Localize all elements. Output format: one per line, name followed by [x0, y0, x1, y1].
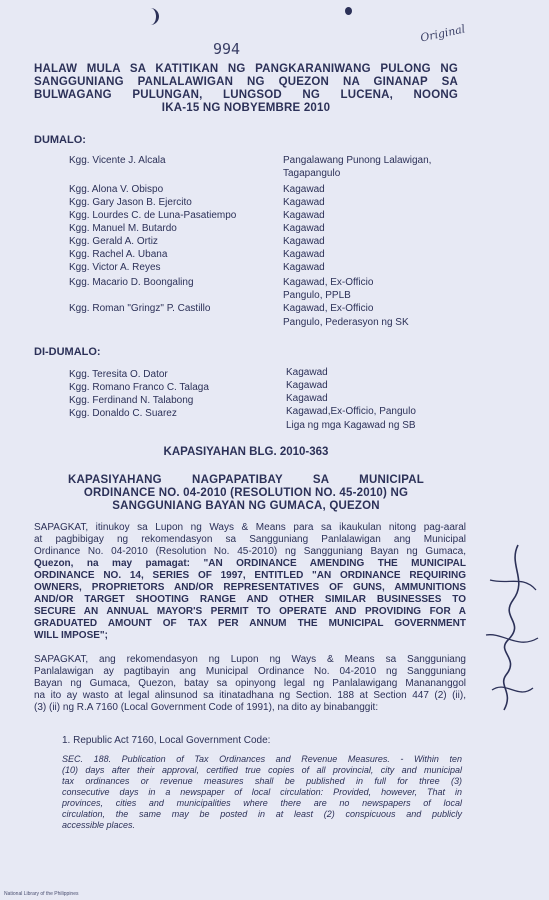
paragraph-line: Bayan ng Gumaca, Quezon, batay sa opinyong legal ng Panlalawigang Manananggol — [34, 678, 466, 689]
quote-line: tax ordinances or revenue measures shall be published in full for three (3) — [62, 776, 462, 786]
scan-mark — [147, 8, 159, 25]
member-position: Kagawad — [286, 367, 328, 378]
member-name: Kgg. Teresita O. Dator — [69, 369, 168, 380]
paragraph-line: SECURE AN ANNUAL MAYOR'S PERMIT TO OPERATE AND PROVIDING FOR A — [34, 606, 466, 617]
header-title-line: SANGGUNIANG PANLALAWIGAN NG QUEZON NA GINANAP SA — [34, 76, 458, 88]
header-title-line: HALAW MULA SA KATITIKAN NG PANGKARANIWANG PULONG NG — [34, 63, 458, 75]
header-title-line: IKA-15 NG NOBYEMBRE 2010 — [161, 102, 331, 114]
member-position: Kagawad — [283, 236, 325, 247]
paragraph-line: SAPAGKAT, ang rekomendasyon ng Lupon ng Ways & Means sa Sangguniang — [34, 654, 466, 665]
member-name: Kgg. Victor A. Reyes — [69, 262, 161, 273]
resolution-title-line: SANGGUNIANG BAYAN NG GUMACA, QUEZON — [112, 500, 380, 512]
member-position-cont: Pangulo, Pederasyon ng SK — [283, 317, 409, 328]
quote-line: (10) days after their approval, certified true copies of all provincial, city and municipal — [62, 765, 462, 775]
resolution-title-line: KAPASIYAHANG NAGPAPATIBAY SA MUNICIPAL — [68, 474, 424, 486]
member-name: Kgg. Lourdes C. de Luna-Pasatiempo — [69, 210, 237, 221]
paragraph-line: Panlalawigan ay pagtibayin ang Municipal Ordinance No. 04-2010 ng Sangguniang — [34, 666, 466, 677]
footer-note: National Library of the Philippines — [4, 891, 79, 897]
paragraph-line: GRADUATED AMOUNT OF TAX PER ANNUM THE MUNICIPAL GOVERNMENT — [34, 618, 466, 629]
quote-line: SEC. 188. Publication of Tax Ordinances and Revenue Measures. - Within ten — [62, 754, 462, 764]
paragraph-line: (3) (ii) ng R.A 7160 (Local Government Code of 1991), na dito ay binabanggit: — [34, 702, 379, 713]
member-name: Kgg. Alona V. Obispo — [69, 184, 164, 195]
member-name: Kgg. Manuel M. Butardo — [69, 223, 177, 234]
paragraph-line: AND/OR TARGET SHOOTING RANGE AND OTHER SIMILAR BUSINESSES TO — [34, 594, 466, 605]
absent-heading: DI-DUMALO: — [34, 346, 101, 358]
handwritten-signature — [478, 540, 546, 720]
paragraph-line: Quezon, na may pamagat: "AN ORDINANCE AMENDING THE MUNICIPAL — [34, 558, 466, 569]
member-name: Kgg. Rachel A. Ubana — [69, 249, 168, 260]
paragraph-line: na ito ay wasto at legal alinsunod sa itinatadhana ng Section. 188 at Section 447 (2) (ii), — [34, 690, 466, 701]
quote-line: circulation, the same may be posted in at least (2) conspicuous and publicly — [62, 809, 462, 819]
member-position: Kagawad — [283, 197, 325, 208]
member-position-cont: Pangulo, PPLB — [283, 290, 351, 301]
member-position: Kagawad,Ex-Officio, Pangulo — [286, 406, 416, 417]
member-name: Kgg. Roman "Gringz" P. Castillo — [69, 303, 211, 314]
scan-mark — [345, 7, 352, 15]
member-position: Kagawad — [283, 210, 325, 221]
member-name: Kgg. Gary Jason B. Ejercito — [69, 197, 192, 208]
member-name: Kgg. Ferdinand N. Talabong — [69, 395, 194, 406]
paragraph-line: Ordinance No. 04-2010 (Resolution No. 45-2010) ng Sangguniang Bayan ng Gumaca, — [34, 546, 466, 557]
present-heading: DUMALO: — [34, 134, 86, 146]
paragraph-line: WILL IMPOSE"; — [34, 630, 108, 641]
margin-note: Original — [419, 22, 467, 45]
member-name: Kgg. Gerald A. Ortiz — [69, 236, 158, 247]
paragraph-line: SAPAGKAT, itinukoy sa Lupon ng Ways & Means para sa ikaukulan nitong pag-aaral — [34, 522, 466, 533]
citation-heading: 1. Republic Act 7160, Local Government Code: — [62, 735, 271, 746]
member-position-cont: Tagapangulo — [283, 168, 341, 179]
member-name: Kgg. Donaldo C. Suarez — [69, 408, 177, 419]
member-position: Kagawad — [283, 249, 325, 260]
member-position: Kagawad — [286, 393, 328, 404]
member-position-cont: Liga ng mga Kagawad ng SB — [286, 420, 416, 431]
quote-line: consecutive days in a newspaper of local circulation: Provided, however, That in — [62, 787, 462, 797]
member-name: Kgg. Vicente J. Alcala — [69, 155, 166, 166]
member-name: Kgg. Romano Franco C. Talaga — [69, 382, 209, 393]
paragraph-line: at pagbibigay ng rekomendasyon sa Sangguniang Panlalawigan ang Municipal — [34, 534, 466, 545]
page-number: 994 — [213, 40, 241, 58]
resolution-number: KAPASIYAHAN BLG. 2010-363 — [163, 446, 329, 458]
member-position: Kagawad — [283, 262, 325, 273]
member-position: Kagawad, Ex-Officio — [283, 303, 374, 314]
member-position: Pangalawang Punong Lalawigan, — [283, 155, 432, 166]
paragraph-line: OWNERS, PROPRIETORS AND/OR REPRESENTATIVES OF GUNS, AMMUNITIONS — [34, 582, 466, 593]
member-name: Kgg. Macario D. Boongaling — [69, 277, 194, 288]
header-title-line: BULWAGANG PULUNGAN, LUNGSOD NG LUCENA, NOONG — [34, 89, 458, 101]
member-position: Kagawad, Ex-Officio — [283, 277, 374, 288]
quote-line: accessible places. — [62, 820, 136, 830]
resolution-title-line: ORDINANCE NO. 04-2010 (RESOLUTION NO. 45-2010) NG — [83, 487, 409, 499]
member-position: Kagawad — [283, 223, 325, 234]
paragraph-line: ORDINANCE NO. 14, SERIES OF 1997, ENTITLED "AN ORDINANCE REQUIRING — [34, 570, 466, 581]
member-position: Kagawad — [286, 380, 328, 391]
quote-line: provinces, cities and municipalities where there are no newspapers of local — [62, 798, 462, 808]
member-position: Kagawad — [283, 184, 325, 195]
